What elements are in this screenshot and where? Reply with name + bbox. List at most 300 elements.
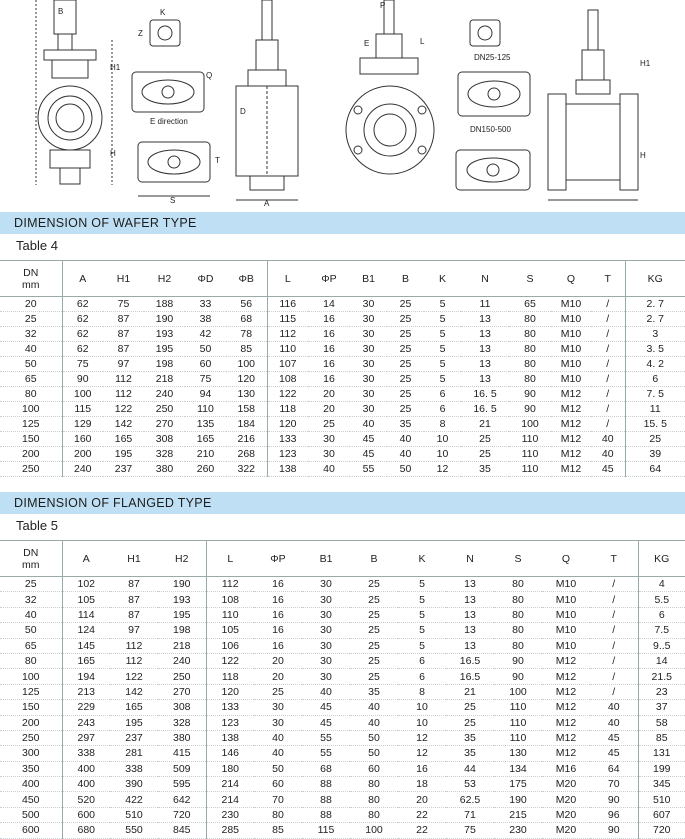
table-cell: 96 [590,807,638,822]
table-row [0,432,685,447]
table-cell: 45 [350,447,387,462]
table-cell: 165 [185,432,226,447]
table-cell: 240 [144,387,185,402]
table-row [0,387,685,402]
table-cell: / [590,607,638,622]
flanged-table-caption: Table 5 [16,518,58,533]
table-cell: 213 [62,684,110,699]
table-cell: 80 [350,807,398,822]
table-cell: 184 [226,417,267,432]
table-cell: 50 [185,342,226,357]
table-cell: / [591,387,625,402]
table-cell: M10 [542,623,590,638]
table-cell: 20 [254,669,302,684]
table-cell: 120 [226,372,267,387]
table-cell: 110 [267,342,308,357]
dn-cell: 80 [0,387,62,402]
table-row [0,623,685,638]
label-l: L [420,37,425,46]
table-row [0,342,685,357]
table-cell: 12 [424,462,461,477]
table-cell: 380 [144,462,185,477]
label-d: D [240,107,246,116]
header-cell: H1 [103,261,144,297]
table-cell: M20 [542,823,590,838]
table-cell: 80 [509,342,551,357]
table-cell: 112 [206,577,254,592]
label-t: T [215,156,220,165]
table-cell: 270 [158,684,206,699]
table-cell: 30 [350,327,387,342]
dn-cell: 125 [0,417,62,432]
table-cell: M10 [542,607,590,622]
table-cell: 40 [591,447,625,462]
table-cell: 607 [638,807,685,822]
label-h: H [110,149,116,158]
table-cell: 97 [110,623,158,638]
table-cell: 200 [62,447,103,462]
label-p: P [380,1,386,10]
table-cell: 130 [226,387,267,402]
table-cell: 195 [144,342,185,357]
header-cell: Q [551,261,591,297]
wafer-front-view [36,0,112,185]
table-cell: 110 [509,432,551,447]
table-cell: 110 [509,462,551,477]
table-cell: / [591,297,625,312]
table-cell: 16 [398,761,446,776]
table-cell: 30 [350,402,387,417]
table-cell: 338 [62,746,110,761]
wafer-dimension-table [0,260,685,477]
table-cell: M20 [542,792,590,807]
table-cell: 62 [62,342,103,357]
table-cell: 13 [446,638,494,653]
table-cell: 270 [144,417,185,432]
table-cell: 195 [103,447,144,462]
table-cell: 25 [254,684,302,699]
label-h1-flanged: H1 [640,59,651,68]
table-cell: / [591,312,625,327]
header-cell: H2 [158,541,206,577]
table-cell: 193 [144,327,185,342]
table-cell: 25 [461,447,509,462]
table-cell: 509 [158,761,206,776]
table-cell: 193 [158,592,206,607]
header-cell: N [446,541,494,577]
table-row [0,607,685,622]
table-cell: M12 [551,417,591,432]
table-cell: / [591,342,625,357]
table-cell: 87 [110,607,158,622]
table-cell: 165 [62,653,110,668]
table-cell: 100 [350,823,398,838]
table-cell: M12 [551,447,591,462]
table-cell: 6 [398,653,446,668]
table-cell: 195 [158,607,206,622]
table-cell: 40 [387,447,424,462]
table-cell: 80 [509,357,551,372]
table-row [0,638,685,653]
table-cell: 30 [350,387,387,402]
table-cell: 87 [103,312,144,327]
table-cell: 58 [638,715,685,730]
table-cell: 60 [350,761,398,776]
label-e: E [364,39,370,48]
table-cell: M12 [542,669,590,684]
table-cell: 50 [350,730,398,745]
dn-cell: 350 [0,761,62,776]
dn-header: DN mm [0,541,62,577]
header-cell: B1 [302,541,350,577]
table-cell: 80 [494,577,542,592]
dn-cell: 500 [0,807,62,822]
table-cell: 40 [350,417,387,432]
table-cell: 16 [254,638,302,653]
table-cell: 16 [308,327,350,342]
table-cell: 33 [185,297,226,312]
table-cell: M10 [551,357,591,372]
table-cell: M12 [542,730,590,745]
table-cell: 142 [103,417,144,432]
header-cell: Q [542,541,590,577]
header-cell: A [62,261,103,297]
table-cell: 40 [590,715,638,730]
table-cell: 120 [206,684,254,699]
table-cell: 328 [158,715,206,730]
table-cell: 214 [206,792,254,807]
dn-cell: 100 [0,402,62,417]
header-cell: K [398,541,446,577]
label-dn-large: DN150-500 [470,125,511,134]
table-cell: M20 [542,777,590,792]
dn-cell: 40 [0,342,62,357]
wafer-banner: DIMENSION OF WAFER TYPE [0,212,685,234]
dn-cell: 65 [0,638,62,653]
label-h-flanged: H [640,151,646,160]
table-cell: 9..5 [638,638,685,653]
table-cell: 131 [638,746,685,761]
table-cell: 400 [62,761,110,776]
table-cell: / [591,402,625,417]
dn-cell: 32 [0,592,62,607]
table-cell: 13 [446,577,494,592]
table-cell: 135 [185,417,226,432]
header-cell: S [509,261,551,297]
table-row [0,417,685,432]
table-cell: M10 [551,342,591,357]
table-cell: 230 [494,823,542,838]
header-cell: H2 [144,261,185,297]
table-cell: 35 [446,730,494,745]
table-cell: 110 [509,447,551,462]
table-cell: 64 [625,462,685,477]
header-cell: B [387,261,424,297]
table-cell: 115 [302,823,350,838]
table-cell: 13 [461,342,509,357]
table-cell: 5 [424,372,461,387]
table-cell: 70 [254,792,302,807]
table-cell: 190 [494,792,542,807]
table-cell: 22 [398,823,446,838]
table-cell: 520 [62,792,110,807]
table-cell: 107 [267,357,308,372]
table-cell: 230 [206,807,254,822]
table-cell: 112 [267,327,308,342]
table-cell: 75 [62,357,103,372]
table-cell: 88 [302,807,350,822]
dn-cell: 300 [0,746,62,761]
table-cell: 642 [158,792,206,807]
table-row [0,684,685,699]
table-cell: 122 [206,653,254,668]
table-cell: 122 [267,387,308,402]
dn-cell: 450 [0,792,62,807]
header-cell: ΦD [185,261,226,297]
table-cell: 90 [509,402,551,417]
table-cell: 97 [103,357,144,372]
table-cell: 75 [446,823,494,838]
table-cell: 70 [590,777,638,792]
table-cell: 11 [625,402,685,417]
dn-cell: 20 [0,297,62,312]
table-cell: 390 [110,777,158,792]
table-cell: 80 [494,623,542,638]
table-row [0,792,685,807]
table-cell: 30 [302,653,350,668]
table-cell: 90 [62,372,103,387]
table-cell: 158 [226,402,267,417]
table-cell: 38 [185,312,226,327]
header-cell: KG [625,261,685,297]
label-a: A [264,199,270,208]
table-cell: 22 [398,807,446,822]
table-cell: 64 [590,761,638,776]
dn-cell: 32 [0,327,62,342]
table-row [0,761,685,776]
wafer-side-view [236,0,298,200]
table-cell: 44 [446,761,494,776]
table-cell: 190 [158,577,206,592]
table-cell: 237 [110,730,158,745]
table-cell: 50 [254,761,302,776]
table-cell: 240 [158,653,206,668]
table-cell: M12 [542,653,590,668]
table-cell: 145 [62,638,110,653]
wafer-table-body [0,297,685,477]
table-cell: 114 [62,607,110,622]
table-row [0,746,685,761]
table-cell: 80 [509,327,551,342]
table-cell: 65 [509,297,551,312]
table-cell: 60 [254,777,302,792]
table-cell: 25 [387,342,424,357]
table-cell: 7.5 [638,623,685,638]
table-cell: 198 [144,357,185,372]
table-cell: 112 [103,387,144,402]
table-cell: 195 [110,715,158,730]
table-cell: 87 [103,342,144,357]
header-cell: S [494,541,542,577]
table-cell: 110 [185,402,226,417]
table-cell: 18 [398,777,446,792]
table-cell: 110 [494,730,542,745]
table-cell: / [590,684,638,699]
table-cell: 62 [62,297,103,312]
table-cell: 129 [62,417,103,432]
table-cell: 112 [110,638,158,653]
table-cell: 16 [308,372,350,387]
header-cell: ΦP [308,261,350,297]
table-cell: 85 [638,730,685,745]
table-cell: 322 [226,462,267,477]
table-cell: M12 [542,715,590,730]
table-cell: M12 [551,402,591,417]
dn-cell: 80 [0,653,62,668]
table-cell: 112 [110,653,158,668]
table-cell: 55 [302,746,350,761]
table-cell: 5 [398,623,446,638]
dn-cell: 50 [0,623,62,638]
table-cell: 30 [350,372,387,387]
table-cell: M10 [551,327,591,342]
table-cell: 40 [591,432,625,447]
table-row [0,777,685,792]
table-cell: 105 [206,623,254,638]
table-cell: 124 [62,623,110,638]
table-cell: 30 [254,715,302,730]
table-cell: / [590,592,638,607]
table-cell: 5 [424,312,461,327]
table-cell: M12 [551,462,591,477]
table-cell: 30 [350,342,387,357]
table-cell: 25 [387,357,424,372]
table-cell: 134 [494,761,542,776]
table-cell: 85 [254,823,302,838]
table-cell: 108 [206,592,254,607]
table-cell: 142 [110,684,158,699]
table-cell: 25 [350,607,398,622]
table-cell: M12 [542,684,590,699]
table-cell: 100 [494,684,542,699]
table-cell: 215 [494,807,542,822]
table-cell: 53 [446,777,494,792]
table-cell: 110 [206,607,254,622]
table-cell: 16.5 [446,669,494,684]
table-cell: 194 [62,669,110,684]
table-cell: 10 [398,700,446,715]
table-cell: 5 [398,607,446,622]
table-row [0,653,685,668]
table-cell: 218 [144,372,185,387]
table-cell: 133 [267,432,308,447]
table-cell: 14 [308,297,350,312]
table-row [0,592,685,607]
table-cell: 123 [267,447,308,462]
table-cell: 188 [144,297,185,312]
table-cell: 23 [638,684,685,699]
table-cell: 42 [185,327,226,342]
table-row [0,372,685,387]
table-cell: 25 [625,432,685,447]
table-cell: 308 [144,432,185,447]
table-cell: 20 [254,653,302,668]
table-row [0,462,685,477]
table-cell: 45 [350,432,387,447]
table-cell: 5 [424,342,461,357]
flanged-front-view [346,0,434,174]
table-cell: 25 [446,715,494,730]
table-cell: 100 [509,417,551,432]
table-cell: 35 [350,684,398,699]
table-cell: 112 [103,372,144,387]
table-cell: 4. 2 [625,357,685,372]
table-cell: 30 [302,669,350,684]
table-cell: 130 [494,746,542,761]
table-cell: 180 [206,761,254,776]
table-cell: 6 [424,387,461,402]
header-cell: B [350,541,398,577]
table-cell: / [590,669,638,684]
table-cell: 16 [254,577,302,592]
table-cell: 25 [461,432,509,447]
valve-drawings [0,0,685,208]
table-cell: 7. 5 [625,387,685,402]
table-row [0,715,685,730]
table-cell: 25 [387,372,424,387]
table-cell: 845 [158,823,206,838]
table-cell: 5 [424,297,461,312]
table-cell: 87 [110,592,158,607]
table-cell: 600 [62,807,110,822]
table-cell: 165 [103,432,144,447]
table-cell: 30 [350,357,387,372]
table-cell: M10 [542,592,590,607]
label-dn-small: DN25-125 [474,53,511,62]
table-cell: 45 [302,700,350,715]
table-cell: 12 [398,730,446,745]
table-cell: 138 [206,730,254,745]
table-cell: 250 [158,669,206,684]
wafer-flange-details [132,20,213,196]
table-cell: 13 [446,592,494,607]
table-cell: 13 [461,312,509,327]
table-cell: 80 [494,638,542,653]
table-row [0,357,685,372]
table-cell: 25 [387,387,424,402]
table-cell: 260 [185,462,226,477]
table-cell: 35 [461,462,509,477]
table-cell: 40 [308,462,350,477]
table-cell: 25 [308,417,350,432]
table-cell: 110 [494,715,542,730]
table-cell: 13 [461,327,509,342]
table-cell: / [590,638,638,653]
table-cell: 90 [590,792,638,807]
table-cell: M10 [542,638,590,653]
table-cell: 16 [254,592,302,607]
table-cell: 30 [302,577,350,592]
table-row [0,669,685,684]
table-cell: 198 [158,623,206,638]
table-cell: 550 [110,823,158,838]
table-cell: 720 [638,823,685,838]
table-row [0,447,685,462]
table-cell: 30 [350,297,387,312]
table-cell: / [590,623,638,638]
table-cell: 15. 5 [625,417,685,432]
dn-cell: 600 [0,823,62,838]
